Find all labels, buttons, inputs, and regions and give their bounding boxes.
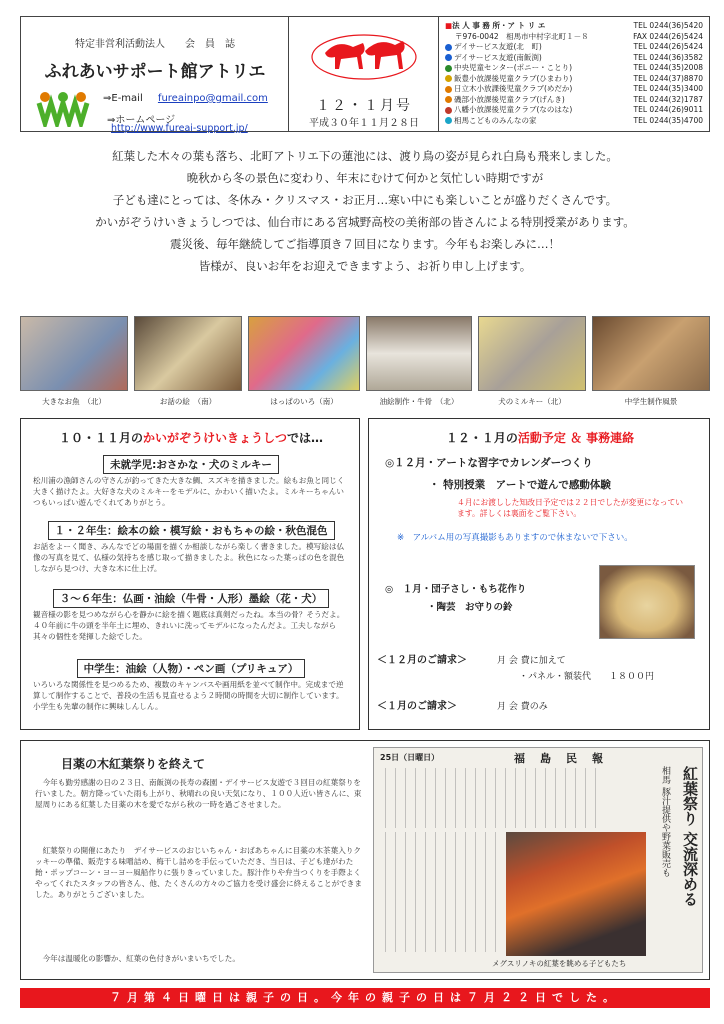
section-body-junior-high: いろいろな関係性を見つめるため、複数のキャンバスや画用紙を並べて制作中。完成まで逆算して制作することで、普段の生活も見直せるよう２時間の時間を大切に制作しています。小学生も先輩の制作に興味しんしん。	[33, 680, 344, 711]
dog-photo	[599, 565, 695, 639]
intro-line-6: 皆様が、良いお年をお迎えできますよう、お祈り申し上げます。	[198, 259, 532, 273]
bullet-icon	[445, 65, 452, 72]
bill-december-line2: ・パネル・額装代 １８００円	[519, 672, 655, 682]
festival-paragraph-2: 紅葉祭りの開催にあたり デイサービスのおじいちゃん・おばあちゃんに目薬の木茶葉入りクッキーの準備、販売する味噌詰め、梅干し詰めを手伝っていただき、当日は、子ども達がわた飴・ポップコーン・ヨーヨー風船作りに張りきっていました。豚汁作りや弁当つくりを手際よくやってくれたスタッフの皆さん、他、たくさんの方々のご協力を受け盛会に終えることができました。ありがとうございました。	[35, 846, 362, 899]
schedule-panel	[368, 418, 710, 730]
branch-row	[445, 116, 703, 127]
branch-name: 相馬こどものみんなの家	[454, 115, 537, 125]
schedule-item-pottery: ・陶芸 お守りの鈴	[427, 602, 513, 613]
masthead	[20, 16, 710, 132]
festival-paragraph-3: 今年は温暖化の影響か、紅葉の色付きがいまいちでした。	[42, 954, 240, 963]
branch-tel: TEL 0244(35)3400	[633, 84, 703, 93]
branch-tel: TEL 0244(37)8870	[633, 73, 703, 83]
bullet-icon	[445, 54, 452, 61]
festival-title: 目薬の木紅葉祭りを終えて	[61, 757, 206, 771]
branch-tel: TEL 0244(26)5424	[633, 42, 703, 51]
section-body-grade36: 観音様の影を見つめながら心を静かに絵を描く題底は真剣だったね。本当の骨？そうだよ。４０年前に牛の頭を半年土に埋め、きれいに洗ってモデルになったんだよ。工夫しながら其々の個性を発揮した絵でした。	[33, 610, 345, 641]
branch-name: デイサービス友遊(南飯渕)	[454, 52, 542, 62]
article-text-block	[380, 768, 600, 828]
branch-row	[445, 95, 703, 106]
intro-line-3: 子ども達にとっては、冬休み・クリスマス・お正月…寒い中にも楽しいことが盛りだくさんです。	[112, 193, 618, 207]
art-class-report	[20, 418, 360, 730]
section-head-grade36: ３〜６年生：仏画・油絵（牛骨・人形）墨絵（花・犬）	[53, 589, 330, 608]
bullet-icon	[445, 44, 452, 51]
photo-dog-milky	[478, 316, 586, 391]
photo-story-picture	[134, 316, 242, 391]
office-tel: TEL 0244(36)5420	[633, 21, 703, 30]
horse-logo	[307, 25, 421, 87]
section-body-preschool: 松川浦の漁師さんの守さんが釣ってきた大きな鯛、スズキを描きました。絵もお魚と同じく大きく描けたよ。大好きな犬のミルキーをモデルに、かわいく描いたよ。ミルキーちゃんいつもいっぱい遊んでくれてありがとう。	[33, 476, 345, 507]
bullet-icon	[445, 75, 452, 82]
newspaper-photo	[506, 832, 646, 956]
branch-name: 八幡小放課後児童クラブ(なのはな)	[454, 105, 573, 114]
photo-big-fish	[20, 316, 128, 391]
contact-list	[439, 17, 709, 131]
bullet-icon	[445, 107, 452, 114]
intro-line-4: かいがぞうけいきょうしつでは、仙台市にある宮城野高校の美術部の皆さんによる特別授業があります。	[95, 215, 635, 229]
logo	[33, 89, 93, 127]
branch-name: 飯豊小放課後児童クラブ(ひまわり)	[454, 73, 573, 83]
photo-junior-high	[592, 316, 710, 391]
festival-report	[20, 740, 710, 980]
branch-row	[445, 84, 703, 95]
festival-paragraph-1: 今年も勤労感謝の日の２３日、南飯渕の長寿の森園・デイサービス友遊で３回目の紅葉祭りを行いました。朝方降っていた雨も上がり、秋晴れの良い天気になり、１００人近い皆さんに、束屋周りにある紅葉した目薬の木を愛でながら秋の一時を過ごさせました。	[35, 778, 362, 809]
section-head-junior-high: 中学生：油絵（人物）・ペン画（プリキュア）	[77, 659, 306, 678]
branch-name: 中央児童センター(ポニー・ことり)	[454, 63, 573, 72]
bill-december-line1: 月 会 費に加えて	[497, 656, 566, 666]
photo-leaf-colors	[248, 316, 360, 391]
branch-name: 磯部小放課後児童クラブ(げんき)	[454, 94, 565, 104]
album-note: ※ アルバム用の写真撮影もありますので休まないで下さい。	[397, 533, 633, 543]
photo-caption: 油絵制作・牛骨 （北）	[379, 397, 459, 406]
newspaper-date: 25日（日曜日）	[380, 753, 440, 762]
email-line	[103, 93, 268, 104]
bullet-icon	[445, 96, 452, 103]
bullet-icon	[445, 86, 452, 93]
schedule-item-mochi: ◎ １月・団子さし・もち花作り	[385, 584, 527, 595]
homepage-link[interactable]: http://www.fureai-support.jp/	[111, 123, 248, 134]
office-row	[445, 21, 703, 32]
article-text-block	[380, 832, 500, 952]
branch-row	[445, 53, 703, 64]
branch-row	[445, 105, 703, 116]
branch-name: デイサービス友遊(北 町)	[454, 42, 542, 51]
newspaper-clipping	[373, 747, 703, 973]
photo-caption: 中学生制作風景	[624, 397, 678, 406]
branch-tel: TEL 0244(35)2008	[633, 63, 703, 72]
org-name: ふれあいサポート館アトリエ	[44, 62, 266, 82]
masthead-mid	[289, 17, 439, 131]
newspaper-subheadline: 相馬 豚汁提供や野菜販売も	[660, 766, 670, 877]
issue-number: １２・１月号	[316, 98, 412, 114]
bill-january-line1: 月 会 費のみ	[497, 702, 548, 712]
branch-row	[445, 42, 703, 53]
issue-date: 平成３０年１１月２８日	[309, 118, 419, 129]
branch-tel: TEL 0244(36)3582	[633, 52, 703, 62]
photo-caption: はっぱのいろ（南）	[270, 397, 338, 406]
square-icon: ■	[445, 21, 453, 30]
intro-line-2: 晩秋から冬の景色に変わり、年末にむけて何かと気忙しい時期ですが	[186, 171, 544, 185]
photo-caption: 犬のミルキー（北）	[498, 397, 566, 406]
special-class-note: ４月にお渡しした知改日予定では２２日でしたが変更になっています。詳しくは裏面をご覧下さい。	[457, 498, 684, 518]
section-body-grade12: お話をよーく聞き、みんなでどの場面を描くか相談しながら楽しく書きました。模写絵は仏像の写真を見て、仏様の気持ちを感じ取って描きましたよ。秋色になった葉っぱの色を混色しながら見つけ、大きな木に仕上げ。	[33, 542, 345, 573]
branch-name: 日立木小放課後児童クラブ(めだか)	[454, 84, 573, 93]
branch-tel: TEL 0244(26)9011	[633, 105, 703, 114]
newspaper-headline: 紅葉祭り 交流深める	[681, 766, 699, 907]
office-fax: FAX 0244(26)5424	[633, 31, 703, 41]
org-type: 特定非営利活動法人 会 員 誌	[75, 39, 235, 50]
schedule-item-special-class: ・ 特別授業 アートで遊んで感動体験	[429, 479, 611, 491]
intro-line-5: 震災後、毎年継続してご指導頂き７回目になります。今年もお楽しみに…！	[169, 237, 561, 251]
office-title: 法 人 事 務 所・ア ト リ エ	[452, 21, 546, 30]
masthead-left	[21, 17, 289, 134]
branch-list	[445, 42, 703, 126]
newspaper-photo-caption: メグスリノキの紅葉を眺める子どもたち	[492, 959, 627, 968]
office-address: 〒976-0042 相馬市中村字北町１－８	[455, 31, 589, 41]
branch-row	[445, 63, 703, 74]
schedule-item-calendar: ◎１２月・アートな習字でカレンダーつくり	[385, 457, 593, 469]
bill-december-label: ＜１２月のご請求＞	[377, 655, 467, 666]
footer-banner: ７月第４日曜日は親子の日。今年の親子の日は７月２２日でした。	[20, 988, 710, 1008]
art-class-title: １０・１１月のかいがぞうけいきょうしつでは…	[58, 431, 324, 445]
bill-january-label: ＜１月のご請求＞	[377, 701, 457, 712]
schedule-title: １２・１月の活動予定 ＆ 事務連絡	[445, 431, 635, 445]
newspaper-name: 福 島 民 報	[514, 752, 605, 765]
bullet-icon	[445, 117, 452, 124]
branch-tel: TEL 0244(35)4700	[633, 115, 703, 125]
photo-caption: 大きなお魚 （北）	[42, 397, 106, 406]
branch-row	[445, 74, 703, 85]
section-head-grade12: １・２年生：絵本の絵・模写絵・おもちゃの絵・秋色混色	[48, 521, 335, 540]
branch-tel: TEL 0244(32)1787	[633, 94, 703, 104]
photo-caption: お話の絵 （南）	[159, 397, 217, 406]
intro-line-1: 紅葉した木々の葉も落ち、北町アトリエ下の蓮池には、渡り鳥の姿が見られ白鳥も飛来しました。	[112, 149, 618, 163]
email-label: ⇒E-mail	[103, 93, 143, 104]
homepage-label: ⇒ホームページ	[107, 115, 176, 126]
photo-cow-skull	[366, 316, 472, 391]
email-link[interactable]: fureainpo@gmail.com	[157, 93, 268, 104]
section-head-preschool: 未就学児:おさかな・犬のミルキー	[103, 455, 279, 474]
